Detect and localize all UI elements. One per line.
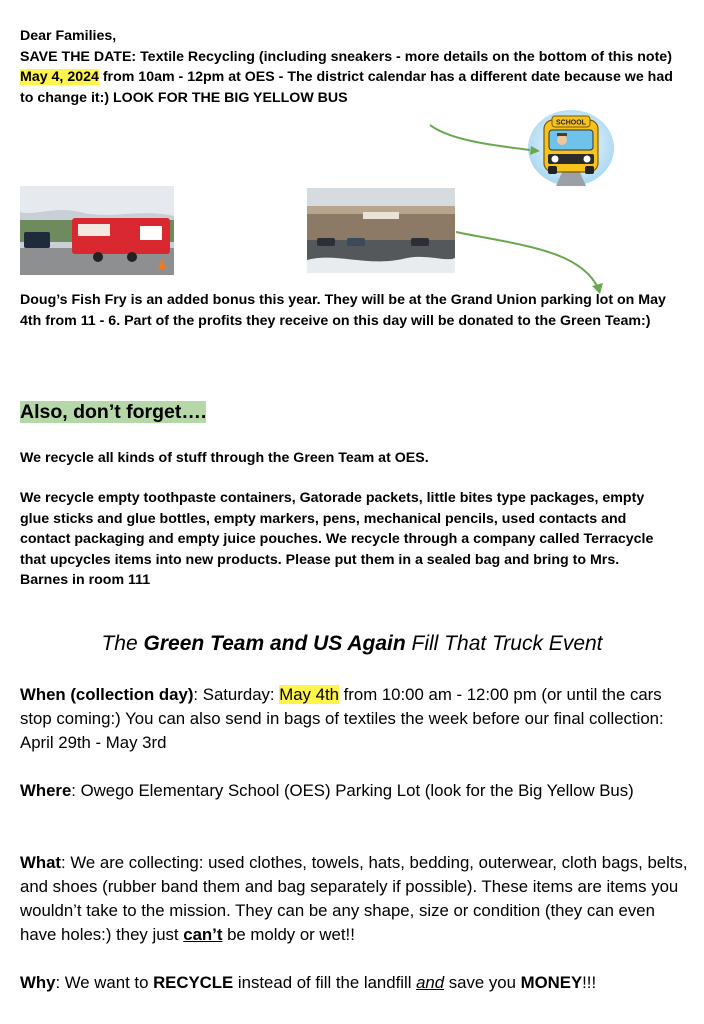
greeting: Dear Families, bbox=[20, 28, 117, 44]
when-label: When (collection day) bbox=[20, 685, 194, 704]
what-text: : We are collecting: used clothes, towels, hats, bedding, outerwear, cloth bags, belts, and shoes (rubber band them and bag separately if possible). These items are items you wouldn’t take to the mission. They can be any shape, size or condition (they can even have holes:) they just bbox=[20, 853, 688, 944]
where-paragraph bbox=[20, 779, 660, 803]
when-rest: from 10:00 am - 12:00 pm (or until the cars stop coming:) You can also send in bags of textiles the week before our final collection: April 29th - May 3rd bbox=[20, 685, 664, 752]
when-paragraph bbox=[20, 683, 690, 755]
why-end: !!! bbox=[582, 973, 597, 992]
arrow-to-parking bbox=[456, 232, 598, 288]
when-date-highlight: May 4th bbox=[279, 685, 339, 704]
event-title-bold: Green Team and US Again bbox=[143, 632, 406, 655]
arrow-to-bus bbox=[430, 125, 530, 150]
why-pre: : We want to bbox=[55, 973, 154, 992]
save-the-date: SAVE THE DATE: Textile Recycling (including sneakers - more details on the bottom of this note) bbox=[20, 48, 672, 65]
where-text: : Owego Elementary School (OES) Parking Lot (look for the Big Yellow Bus) bbox=[71, 781, 634, 800]
when-pre: : Saturday: bbox=[193, 685, 280, 704]
why-and: and bbox=[416, 973, 445, 992]
also-heading-text: Also, don’t forget…. bbox=[20, 401, 207, 423]
event-info: from 10am - 12pm at OES - The district calendar has a different date because we had to change it:) LOOK FOR THE BIG YELLOW BUS bbox=[20, 69, 673, 106]
what-end: be moldy or wet!! bbox=[222, 925, 355, 944]
bus-sign-text: SCHOOL bbox=[556, 119, 586, 127]
event-title bbox=[0, 630, 704, 658]
why-paragraph bbox=[20, 971, 690, 995]
what-paragraph bbox=[20, 851, 690, 947]
recycle-detail: We recycle empty toothpaste containers, Gatorade packets, little bites type packages, empty glue sticks and glue bottles, empty markers, pens, mechanical pencils, used contacts and contact packaging and empty juice pouches. We recycle through a company called Terracycle that upcycles items into new products. Please put them in a sealed bag and bring to Mrs. Barnes in room 111 bbox=[20, 490, 654, 588]
why-recycle: RECYCLE bbox=[153, 973, 234, 992]
recycle-intro: We recycle all kinds of stuff through the Green Team at OES. bbox=[20, 450, 429, 466]
arrow-to-bus-head bbox=[530, 146, 540, 155]
also-heading bbox=[20, 399, 206, 425]
why-mid: instead of fill the landfill bbox=[233, 973, 417, 992]
why-money: MONEY bbox=[520, 973, 583, 992]
event-date-highlight: May 4, 2024 bbox=[20, 69, 99, 85]
what-label: What bbox=[20, 853, 62, 872]
why-post: save you bbox=[444, 973, 521, 992]
event-title-pre: The bbox=[101, 632, 144, 655]
fish-fry-paragraph: Doug’s Fish Fry is an added bonus this year. They will be at the Grand Union parking lot on May 4th from 11 - 6. Part of the profits they receive on this day will be donated to the Green Team:) bbox=[20, 292, 666, 329]
what-cant: can’t bbox=[183, 925, 223, 944]
where-label: Where bbox=[20, 781, 72, 800]
why-label: Why bbox=[20, 973, 56, 992]
event-title-post: Fill That Truck Event bbox=[405, 632, 603, 655]
